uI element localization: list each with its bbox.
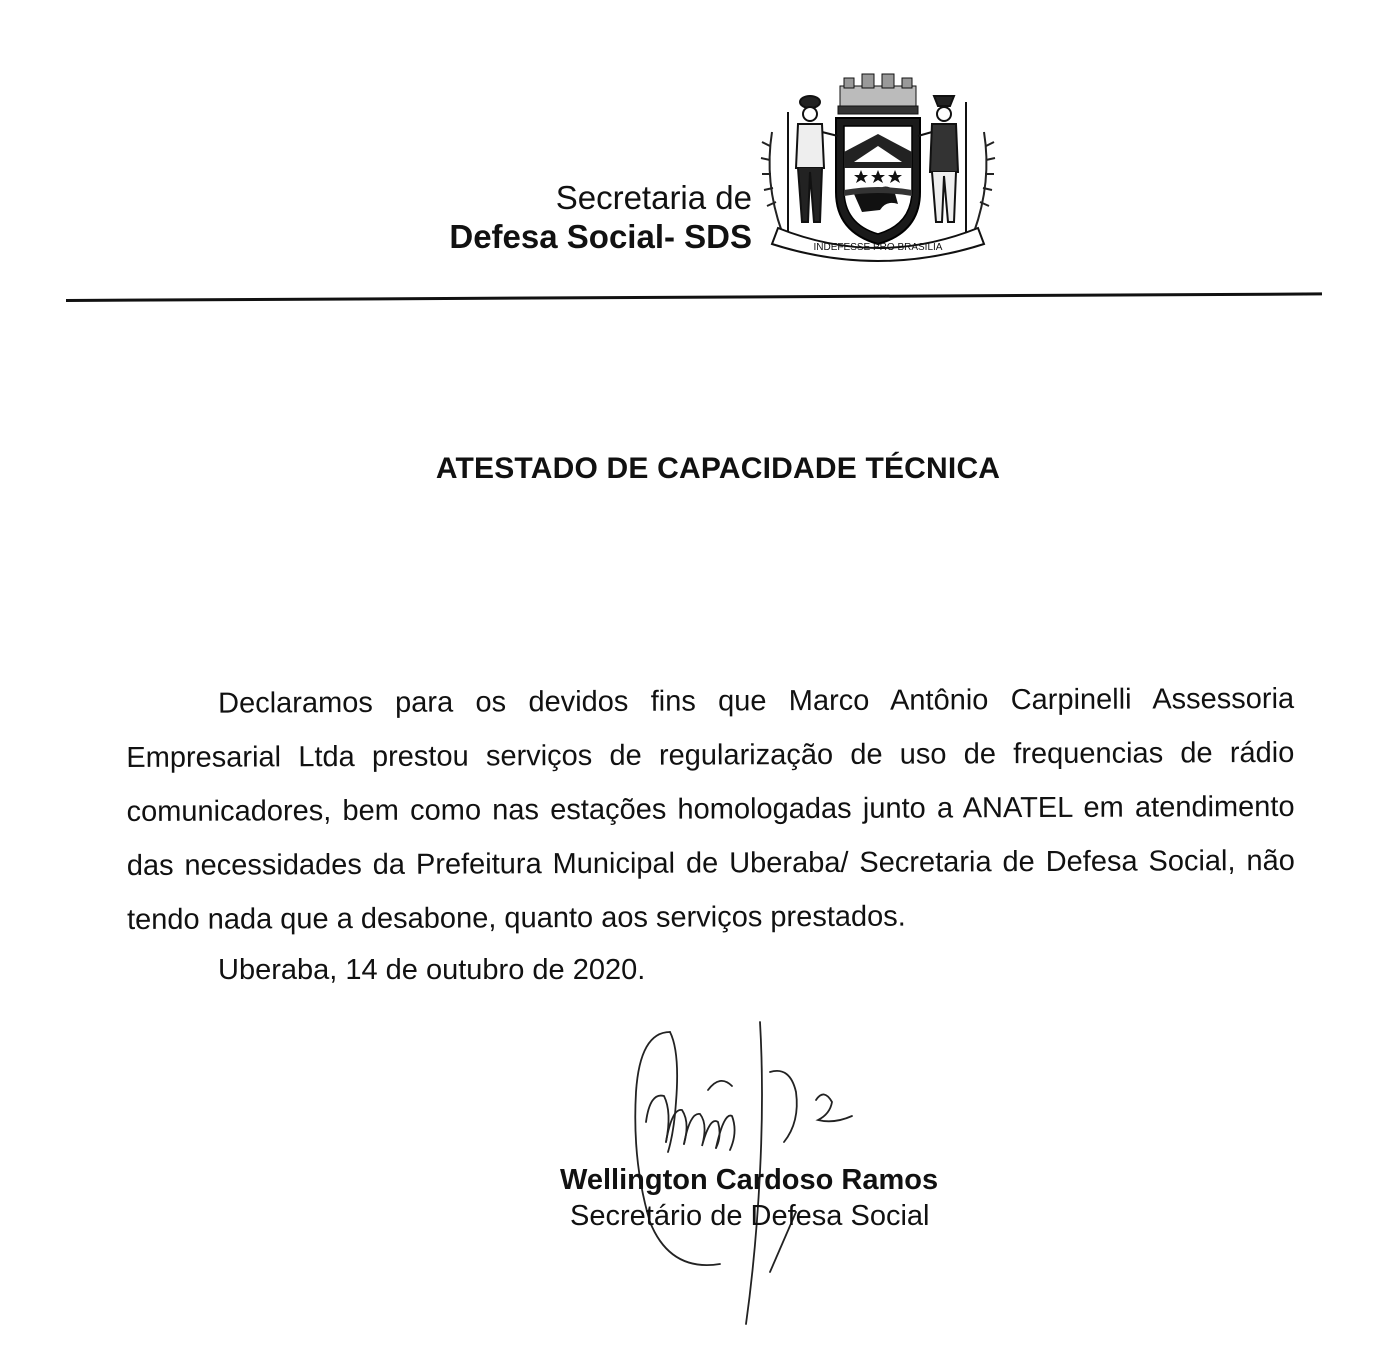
- letterhead-line1: Secretaria de: [555, 179, 752, 216]
- header-divider: [66, 292, 1322, 302]
- letterhead-text: [400, 178, 752, 256]
- letterhead-line2: Defesa Social- SDS: [449, 218, 752, 255]
- coat-of-arms-icon: [758, 72, 998, 268]
- signer-name: Wellington Cardoso Ramos: [560, 1164, 939, 1196]
- document-title: ATESTADO DE CAPACIDADE TÉCNICA: [435, 452, 1001, 485]
- document-body: Declaramos para os devidos fins que Marco Antônio Carpinelli Assessoria Empresarial Ltda prestou serviços de regularização de uso de frequencias de rádio comunicadores, bem como nas estações homologadas junto a ANATEL em atendimento das necessidades da Prefeitura Municipal de Uberaba/ Secretaria de Defesa Social, não tendo nada que a desabone, quanto aos serviços prestados.: [126, 682, 1295, 936]
- date-line: Uberaba, 14 de outubro de 2020.: [218, 954, 646, 986]
- signer-role: Secretário de Defesa Social: [570, 1200, 930, 1232]
- motto-text: INDEFESSE PRO BRASILIA: [813, 242, 943, 253]
